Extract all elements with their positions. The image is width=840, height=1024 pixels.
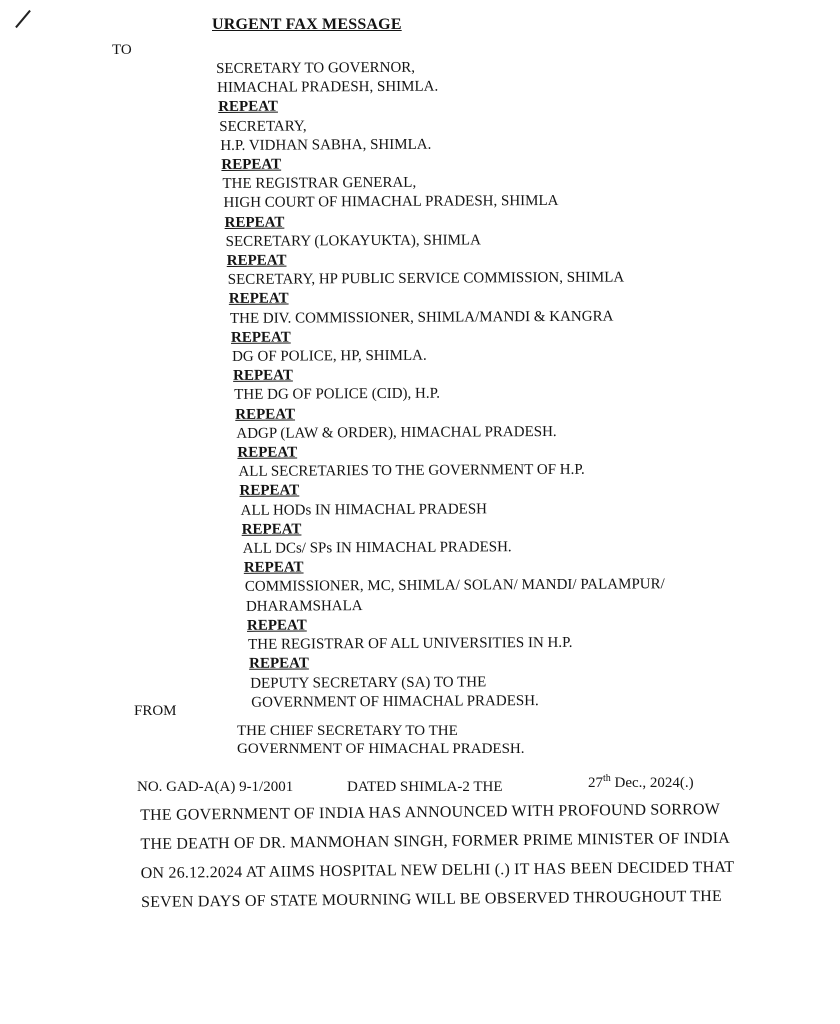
- from-line: THE CHIEF SECRETARY TO THE: [237, 723, 458, 739]
- recipient-line: THE DG OF POLICE (CID), H.P.: [234, 386, 441, 404]
- recipient-block: [217, 172, 777, 214]
- recipient-block: [216, 114, 776, 156]
- from-label: FROM: [134, 703, 177, 719]
- repeat-label: REPEAT: [230, 329, 291, 346]
- reference-date: [588, 773, 694, 792]
- date-suffix: th: [603, 773, 611, 784]
- recipient-block: [220, 671, 780, 713]
- repeat-label: REPEAT: [233, 367, 293, 385]
- repeat-label: REPEAT: [243, 559, 304, 577]
- body-line: THE DEATH OF DR. MANMOHAN SINGH, FORMER PRIME MINISTER OF INDIA: [140, 829, 731, 853]
- date-rest: Dec., 2024(.): [610, 775, 694, 791]
- recipient-line: THE DIV. COMMISSIONER, SHIMLA/MANDI & KANGRA: [229, 308, 614, 327]
- document-heading: URGENT FAX MESSAGE: [212, 16, 402, 33]
- body-line: SEVEN DAYS OF STATE MOURNING WILL BE OBSERVED THROUGHOUT THE: [140, 887, 722, 911]
- recipient-line: SECRETARY TO GOVERNOR,: [216, 59, 416, 77]
- recipient-line: THE REGISTRAR OF ALL UNIVERSITIES IN H.P.: [248, 634, 573, 653]
- recipient-block: [219, 575, 779, 617]
- body-line: THE GOVERNMENT OF INDIA HAS ANNOUNCED WITH PROFOUND SORROW: [140, 800, 721, 824]
- recipient-line: ALL DCs/ SPs IN HIMACHAL PRADESH.: [242, 539, 512, 557]
- recipient-line: SECRETARY, HP PUBLIC SERVICE COMMISSION, SHIMLA: [227, 269, 625, 289]
- reference-number: NO. GAD-A(A) 9-1/2001: [137, 779, 294, 795]
- recipient-list: [216, 57, 780, 713]
- repeat-label: REPEAT: [235, 406, 296, 423]
- recipient-line: ADGP (LAW & ORDER), HIMACHAL PRADESH.: [236, 423, 557, 442]
- recipient-line: ALL SECRETARIES TO THE GOVERNMENT OF H.P.: [238, 462, 585, 481]
- from-line: GOVERNMENT OF HIMACHAL PRADESH.: [237, 741, 525, 757]
- from-block: [237, 722, 525, 758]
- recipient-line: DHARAMSHALA: [245, 597, 363, 615]
- recipient-line: COMMISSIONER, MC, SHIMLA/ SOLAN/ MANDI/ PALAMPUR/: [244, 576, 665, 596]
- repeat-label: REPEAT: [249, 655, 309, 673]
- repeat-label: REPEAT: [218, 99, 278, 116]
- repeat-label: REPEAT: [224, 214, 285, 231]
- recipient-line: SECRETARY,: [219, 118, 307, 135]
- recipient-block: [216, 57, 776, 99]
- recipient-line: HIMACHAL PRADESH, SHIMLA.: [217, 78, 439, 97]
- recipient-line: DG OF POLICE, HP, SHIMLA.: [232, 347, 427, 365]
- reference-dated: DATED SHIMLA-2 THE: [347, 779, 503, 795]
- body-line: ON 26.12.2024 AT AIIMS HOSPITAL NEW DELHI (.) IT HAS BEEN DECIDED THAT: [140, 858, 735, 882]
- recipient-line: SECRETARY (LOKAYUKTA), SHIMLA: [225, 232, 481, 250]
- repeat-label: REPEAT: [226, 252, 287, 269]
- message-body: [140, 794, 781, 917]
- repeat-label: REPEAT: [221, 156, 282, 173]
- recipient-line: H.P. VIDHAN SABHA, SHIMLA.: [220, 136, 432, 154]
- recipient-line: HIGH COURT OF HIMACHAL PRADESH, SHIMLA: [223, 193, 559, 212]
- recipient-line: DEPUTY SECRETARY (SA) TO THE: [250, 673, 487, 692]
- recipient-line: GOVERNMENT OF HIMACHAL PRADESH.: [251, 692, 539, 711]
- pen-mark: [15, 10, 31, 28]
- to-label: TO: [112, 42, 132, 58]
- repeat-label: REPEAT: [228, 290, 289, 308]
- recipient-line: THE REGISTRAR GENERAL,: [222, 174, 417, 193]
- repeat-label: REPEAT: [241, 521, 302, 538]
- repeat-label: REPEAT: [237, 444, 298, 461]
- repeat-label: REPEAT: [246, 617, 307, 634]
- date-day: 27: [588, 775, 603, 791]
- recipient-line: ALL HODs IN HIMACHAL PRADESH: [240, 501, 488, 519]
- repeat-label: REPEAT: [239, 482, 300, 500]
